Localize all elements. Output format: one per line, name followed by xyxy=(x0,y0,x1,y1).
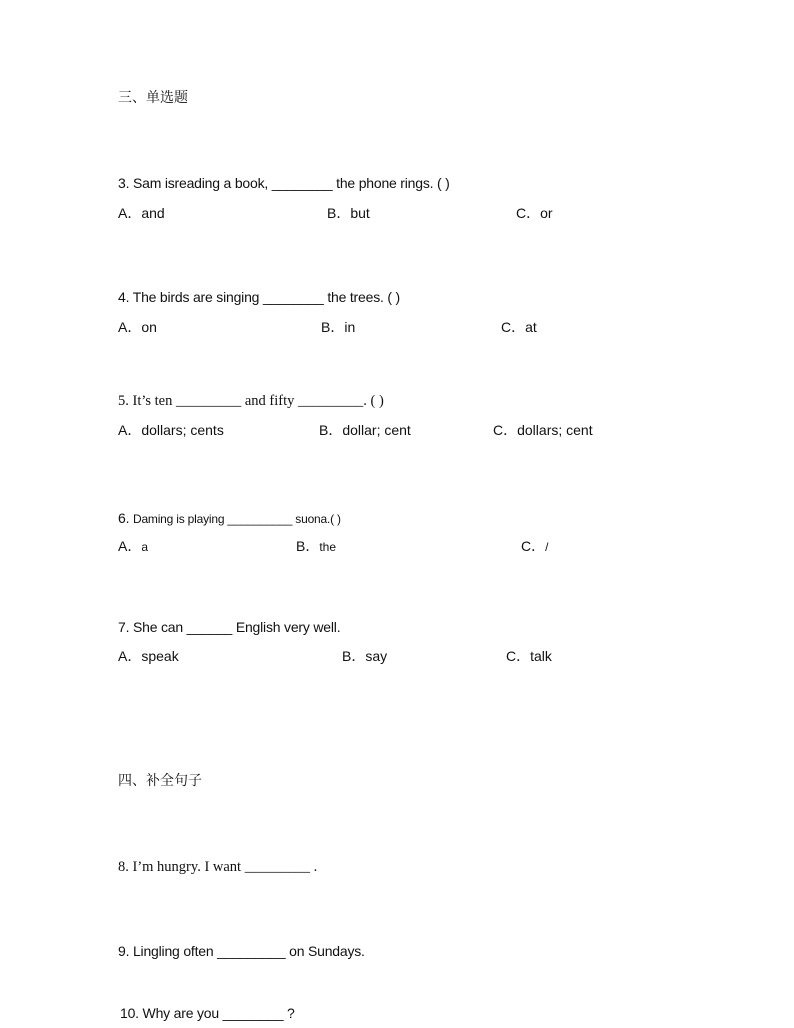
question-5-option-c: C．dollars; cent xyxy=(493,422,593,438)
question-6-option-a-word: a xyxy=(141,540,149,554)
question-6-option-b-word: the xyxy=(319,540,337,554)
sentence-8: 8. I’m hungry. I want _________ . xyxy=(118,859,318,875)
question-5-stem: 5. It’s ten _________ and fifty _________. ( ) xyxy=(118,393,384,409)
question-3-option-b: B．but xyxy=(327,205,370,221)
question-6-option-a-letter: A． xyxy=(118,538,142,554)
section-3-title: 三、单选题 xyxy=(118,90,188,106)
question-4-option-c: C．at xyxy=(501,319,537,335)
question-7-option-a: A．speak xyxy=(118,648,179,664)
question-4-option-a: A．on xyxy=(118,319,157,335)
question-7-option-b: B．say xyxy=(342,648,388,664)
question-6-option-c-letter: C． xyxy=(521,538,546,554)
question-4-option-b: B．in xyxy=(321,319,356,335)
question-5-option-a: A．dollars; cents xyxy=(118,422,224,438)
section-4-title: 四、补全句子 xyxy=(118,773,202,789)
question-6-stem xyxy=(118,510,341,526)
question-5-option-b: B．dollar; cent xyxy=(319,422,411,438)
question-3-option-c: C．or xyxy=(516,205,553,221)
question-6-text: Daming is playing __________ suona.( ) xyxy=(132,512,341,526)
question-6-option-b-letter: B． xyxy=(296,538,320,554)
question-6-option-c-word: / xyxy=(545,540,549,554)
question-6-option-b xyxy=(296,536,336,556)
question-3-option-a: A．and xyxy=(118,205,165,221)
question-7-option-c: C．talk xyxy=(506,648,552,664)
question-6-number: 6. xyxy=(118,510,130,526)
question-3-stem: 3. Sam isreading a book, ________ the phone rings. ( ) xyxy=(118,175,450,191)
question-4-stem: 4. The birds are singing ________ the trees. ( ) xyxy=(118,289,400,305)
question-6-option-a xyxy=(118,536,148,556)
question-7-stem: 7. She can ______ English very well. xyxy=(118,619,341,635)
question-6-option-c xyxy=(521,536,548,556)
sentence-10: 10. Why are you ________ ? xyxy=(120,1005,295,1021)
sentence-9: 9. Lingling often _________ on Sundays. xyxy=(118,943,365,959)
